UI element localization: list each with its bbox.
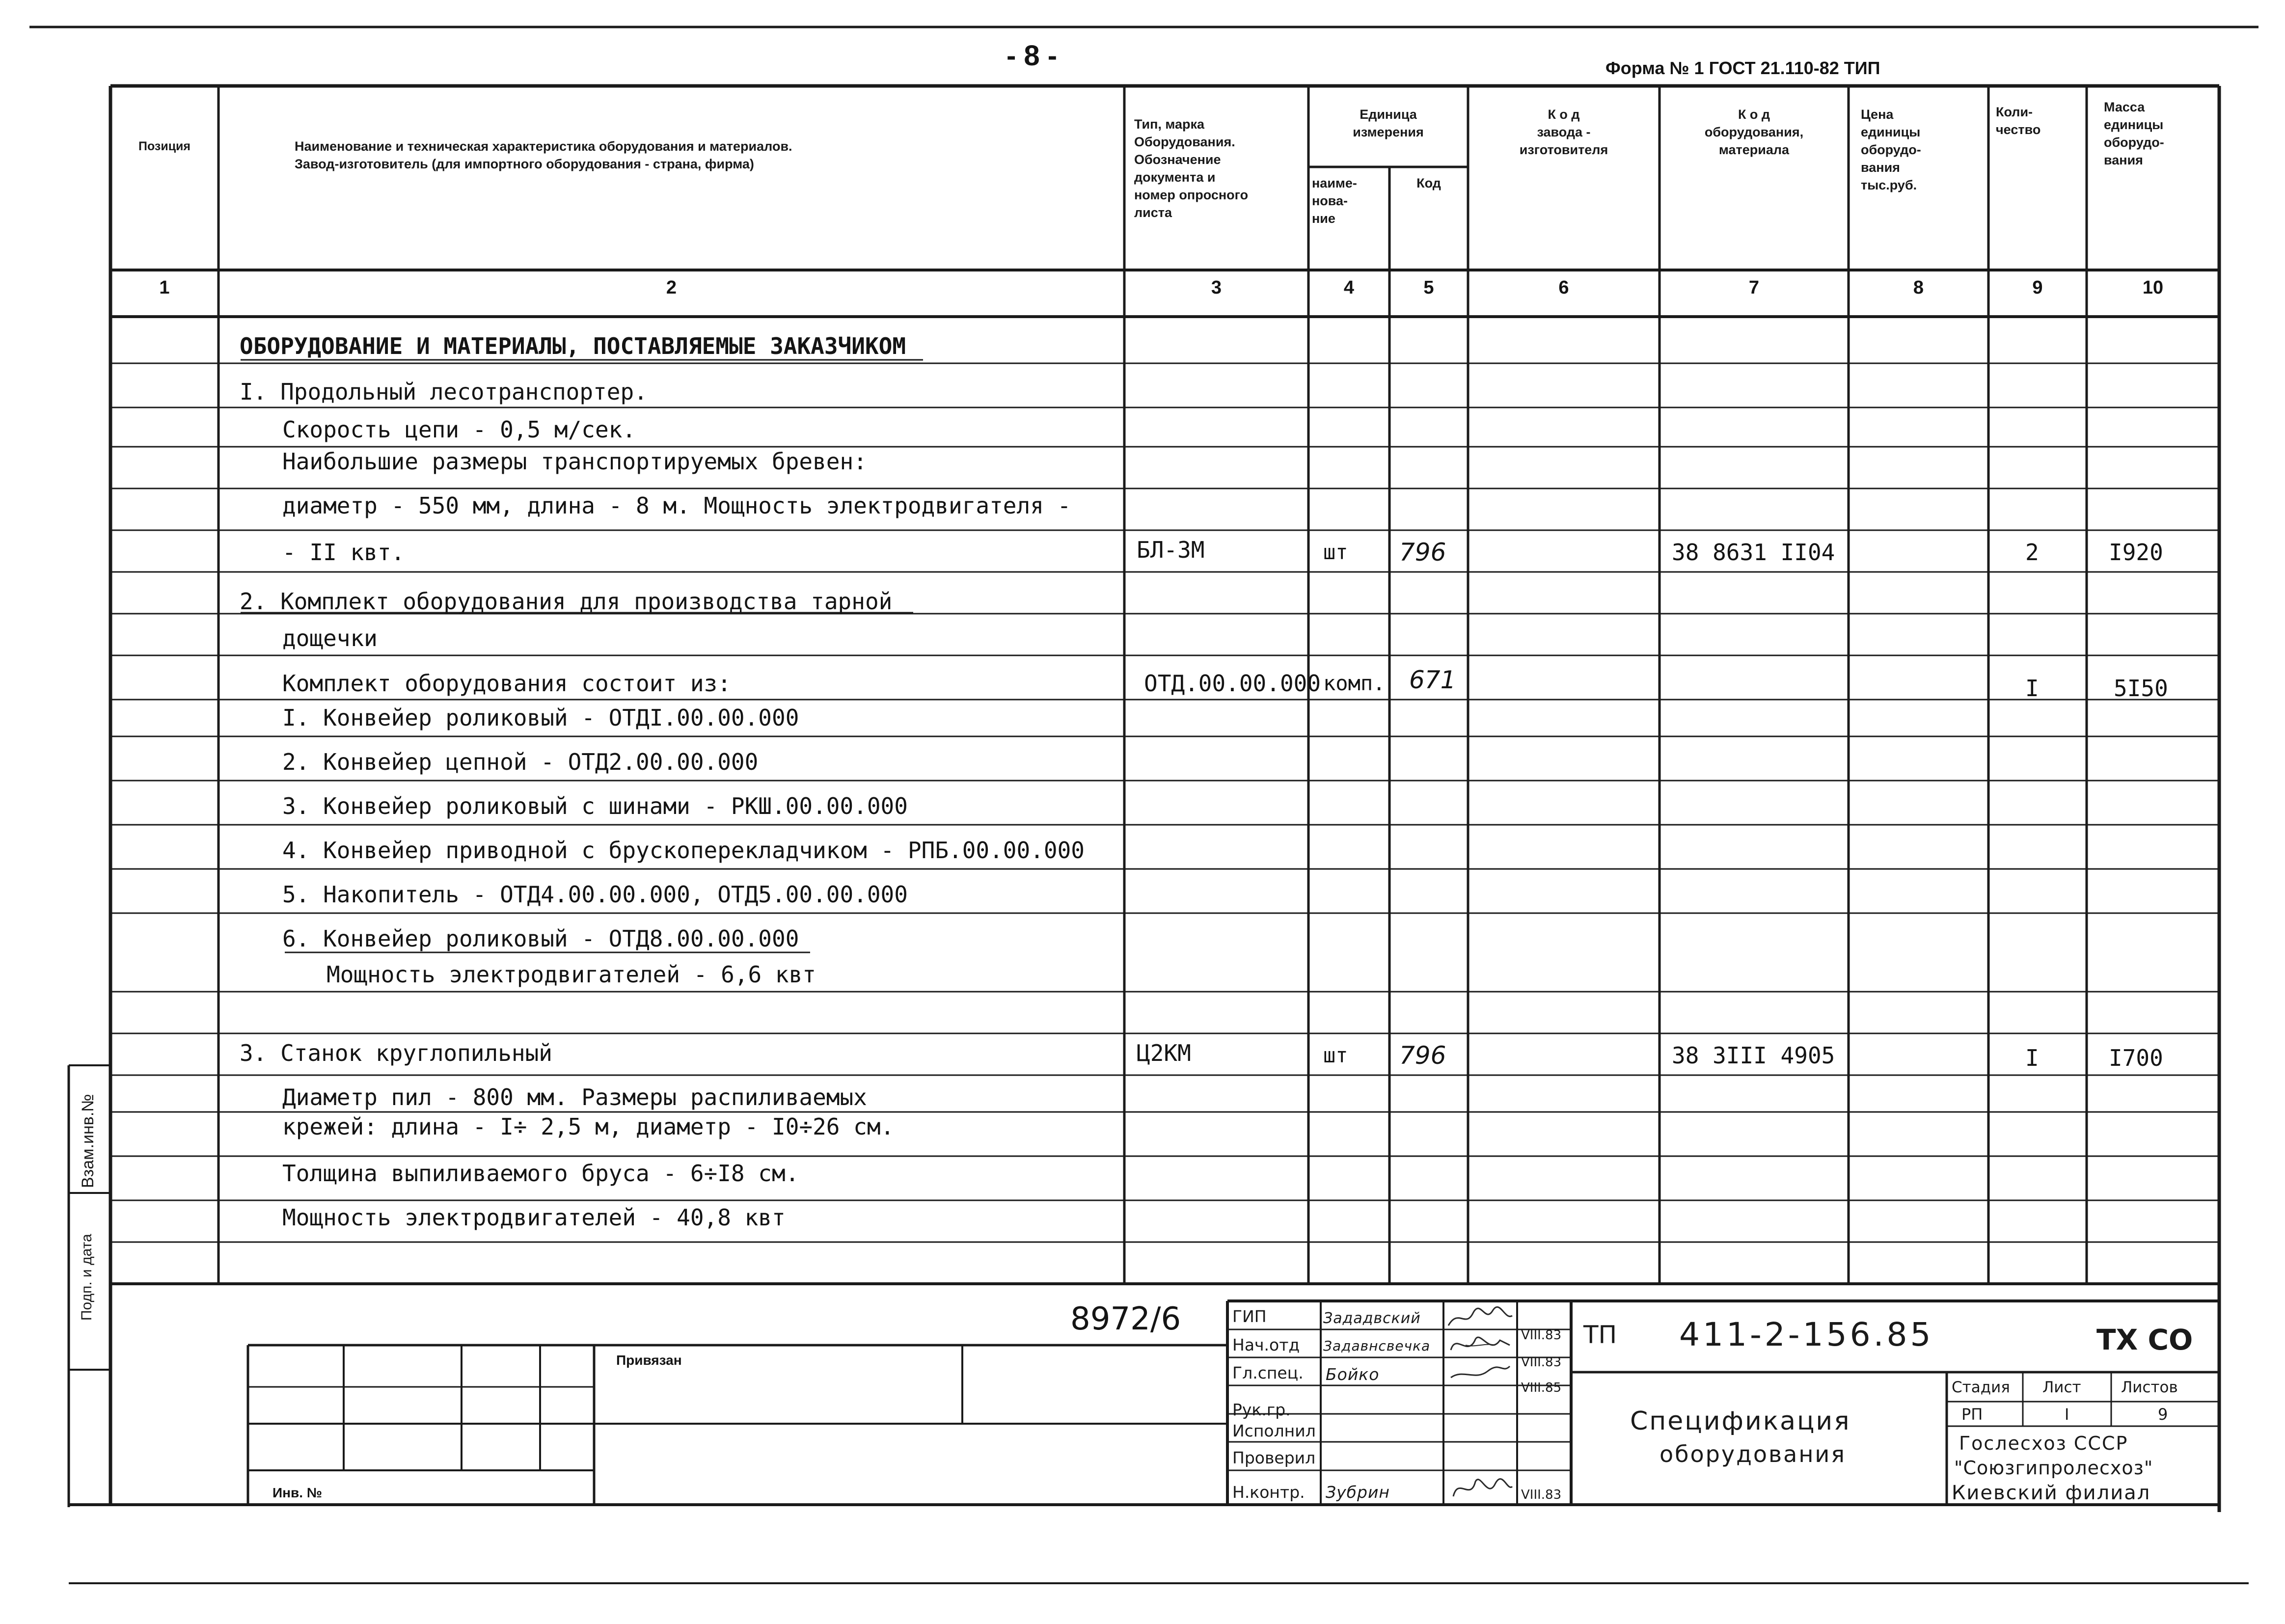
org-line-3: Киевский филиал xyxy=(1952,1482,2151,1504)
header-material-code: К о д оборудования, материала xyxy=(1704,107,1804,157)
item-name: крежей: длина - I÷ 2,5 м, диаметр - I0÷26 см. xyxy=(282,1113,895,1140)
header-unit-name: наиме- нова- ние xyxy=(1312,176,1357,226)
colnum-10: 10 xyxy=(2142,277,2164,298)
item-name: 5. Накопитель - ОТД4.00.00.000, ОТД5.00.00.000 xyxy=(282,881,908,908)
item-name: 2. Комплект оборудования для производства тарной xyxy=(240,588,893,615)
sign-date: VIII.83 xyxy=(1521,1355,1562,1370)
colnum-7: 7 xyxy=(1748,277,1760,298)
tp-number: 411-2-156.85 xyxy=(1679,1316,1934,1353)
signer-name: Задавнсвечка xyxy=(1323,1338,1431,1354)
signer-name: Зададвский xyxy=(1323,1310,1421,1327)
header-qty: Коли- чество xyxy=(1996,105,2041,137)
item-name: Скорость цепи - 0,5 м/сек. xyxy=(282,416,636,443)
signature-scribble xyxy=(1446,1472,1515,1504)
colnum-4: 4 xyxy=(1343,277,1355,298)
sign-date: VIII.85 xyxy=(1521,1380,1562,1395)
type-cell: БЛ-3М xyxy=(1137,537,1205,563)
colnum-3: 3 xyxy=(1211,277,1222,298)
sheet-label: Лист xyxy=(2042,1379,2081,1396)
colnum-9: 9 xyxy=(2032,277,2043,298)
header-type: Тип, марка Оборудования. Обозначение документа и номер опросного листа xyxy=(1134,117,1249,220)
item-name: диаметр - 550 мм, длина - 8 м. Мощность электродвигателя - xyxy=(282,492,1071,519)
form-label: Форма № 1 ГОСТ 21.110-82 ТИП xyxy=(1605,58,1880,78)
handwritten-number: 8972/6 xyxy=(1070,1301,1181,1337)
header-position: Позиция xyxy=(138,139,191,153)
unit-code-cell: 671 xyxy=(1409,666,1456,694)
unit-cell: шт xyxy=(1323,540,1348,564)
role-executed: Исполнил xyxy=(1232,1421,1316,1440)
sheet-value: I xyxy=(2065,1405,2069,1424)
header-mass: Масса единицы оборудо- вания xyxy=(2104,100,2164,167)
sheets-value: 9 xyxy=(2158,1405,2168,1424)
item-name: 4. Конвейер приводной с брускоперекладчиком - РПБ.00.00.000 xyxy=(282,837,1085,864)
unit-cell: шт xyxy=(1323,1043,1348,1067)
unit-code-cell: 796 xyxy=(1399,538,1446,567)
page-number: - 8 - xyxy=(1006,40,1058,72)
type-cell: Ц2КМ xyxy=(1137,1040,1191,1066)
doc-title-2: оборудования xyxy=(1659,1441,1846,1467)
signature-scribble xyxy=(1446,1330,1515,1360)
qty-cell: 2 xyxy=(2025,539,2039,566)
signature-scribble xyxy=(1446,1303,1515,1333)
item-name: 3. Конвейер роликовый с шинами - РКШ.00.00.000 xyxy=(282,793,908,819)
section-heading: ОБОРУДОВАНИЕ И МАТЕРИАЛЫ, ПОСТАВЛЯЕМЫЕ ЗАКАЗЧИКОМ xyxy=(240,333,906,359)
mass-cell: 5I50 xyxy=(2114,675,2168,702)
material-code-cell: 38 8631 II04 xyxy=(1672,539,1835,566)
unit-cell: комп. xyxy=(1323,671,1386,695)
org-line-2: "Союзгипролесхоз" xyxy=(1954,1457,2153,1479)
colnum-1: 1 xyxy=(159,277,170,298)
header-unit-group: Единица измерения xyxy=(1353,107,1424,139)
item-name: 6. Конвейер роликовый - ОТД8.00.00.000 xyxy=(282,925,799,952)
item-name: Наибольшие размеры транспортируемых бревен: xyxy=(282,448,867,475)
doc-mark: ТХ СО xyxy=(2096,1323,2193,1356)
mass-cell: I920 xyxy=(2109,539,2163,566)
item-name: 3. Станок круглопильный xyxy=(240,1040,552,1066)
stage-label: Стадия xyxy=(1952,1379,2010,1396)
signer-name: Зубрин xyxy=(1326,1483,1390,1502)
header-plant-code: К о д завода - изготовителя xyxy=(1519,107,1608,157)
item-name: Толщина выпиливаемого бруса - 6÷I8 см. xyxy=(282,1160,799,1187)
qty-cell: I xyxy=(2025,675,2039,702)
signer-name: Бойко xyxy=(1326,1365,1380,1384)
doc-title: Спецификация xyxy=(1630,1407,1851,1436)
header-price: Цена единицы оборудо- вания тыс.руб. xyxy=(1861,107,1921,192)
org-line-1: Гослесхоз СССР xyxy=(1959,1433,2128,1454)
item-name: Комплект оборудования состоит из: xyxy=(282,670,731,697)
sheets-label: Листов xyxy=(2121,1379,2178,1396)
stage-value: РП xyxy=(1961,1405,1983,1424)
role-chief-spec: Гл.спец. xyxy=(1232,1363,1304,1382)
item-name: I. Конвейер роликовый - ОТДI.00.00.000 xyxy=(282,704,799,731)
tp-label: ТП xyxy=(1583,1321,1617,1349)
unit-code-cell: 796 xyxy=(1399,1041,1446,1070)
sign-date: VIII.83 xyxy=(1521,1328,1562,1343)
qty-cell: I xyxy=(2025,1045,2039,1071)
colnum-8: 8 xyxy=(1913,277,1924,298)
role-gip: ГИП xyxy=(1232,1307,1267,1326)
colnum-5: 5 xyxy=(1423,277,1434,298)
role-checked: Проверил xyxy=(1232,1448,1316,1467)
signature-scribble xyxy=(1446,1359,1515,1386)
role-head-dept: Нач.отд xyxy=(1232,1335,1300,1354)
type-cell: ОТД.00.00.000 xyxy=(1144,670,1321,697)
header-name: Наименование и техническая характеристика оборудования и материалов. Завод-изготовитель (для импортного оборудования - страна, фирма) xyxy=(295,139,792,171)
item-name: Мощность электродвигателей - 40,8 квт xyxy=(282,1204,786,1231)
item-name: I. Продольный лесотранспортер. xyxy=(240,379,648,405)
inv-label: Инв. № xyxy=(272,1485,323,1500)
item-name: 2. Конвейер цепной - ОТД2.00.00.000 xyxy=(282,749,759,775)
item-name: Мощность электродвигателей - 6,6 квт xyxy=(326,961,816,988)
sign-date: VIII.83 xyxy=(1521,1488,1562,1502)
item-name: - II квт. xyxy=(282,539,405,566)
colnum-2: 2 xyxy=(666,277,677,298)
colnum-6: 6 xyxy=(1558,277,1569,298)
mass-cell: I700 xyxy=(2109,1045,2163,1071)
item-name: Диаметр пил - 800 мм. Размеры распиливаемых xyxy=(282,1084,867,1110)
side-label-signature-date: Подп. и дата xyxy=(79,1234,95,1321)
role-group-lead: Рук.гр. xyxy=(1232,1400,1291,1419)
bound-label: Привязан xyxy=(616,1353,682,1368)
side-label-replacement-inv: Взам.инв.№ xyxy=(79,1094,97,1188)
role-norm-control: Н.контр. xyxy=(1232,1483,1305,1502)
item-name: дощечки xyxy=(282,625,378,651)
header-unit-code: Код xyxy=(1416,176,1441,190)
material-code-cell: 38 3III 4905 xyxy=(1672,1042,1835,1069)
